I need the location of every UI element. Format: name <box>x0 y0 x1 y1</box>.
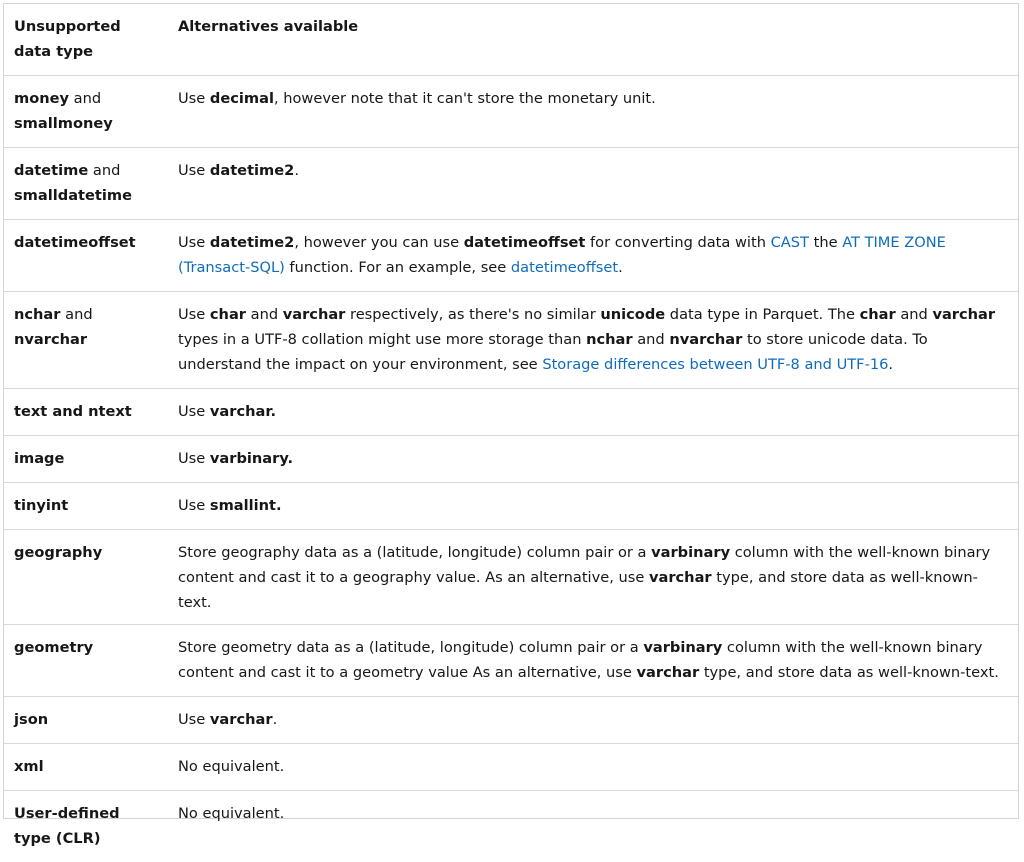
alternative-cell <box>168 483 1018 530</box>
text: Store geography data as a (latitude, longitude) column pair or a <box>178 544 651 561</box>
text: Use <box>178 90 210 107</box>
type-cell <box>4 697 168 744</box>
text: and <box>896 306 933 323</box>
table-row <box>4 744 1018 791</box>
text: and <box>633 331 670 348</box>
table-row <box>4 220 1018 292</box>
text: the <box>809 234 842 251</box>
type-name: json <box>14 711 48 728</box>
alternative-cell <box>168 791 1018 862</box>
type-name: varchar <box>637 664 700 681</box>
text: Use <box>178 162 210 179</box>
type-name: unicode <box>600 306 665 323</box>
type-name: tinyint <box>14 497 68 514</box>
data-type-table <box>4 4 1018 862</box>
type-cell <box>4 220 168 292</box>
type-cell <box>4 791 168 862</box>
table-row <box>4 625 1018 697</box>
joiner-text: and <box>69 90 101 107</box>
type-name: User-defined type (CLR) <box>14 805 120 847</box>
table-row <box>4 530 1018 625</box>
cast-link[interactable]: CAST <box>771 234 809 251</box>
text: . <box>273 711 278 728</box>
table-row <box>4 483 1018 530</box>
type-cell <box>4 744 168 791</box>
text: Use <box>178 234 210 251</box>
type-name: char <box>860 306 896 323</box>
text: column with the well-known binary content and cast it to a geometry value As an alternative, use <box>178 639 982 681</box>
text: No equivalent. <box>178 758 284 775</box>
type-name: nvarchar <box>14 331 87 348</box>
text: types in a UTF-8 collation might use more storage than <box>178 331 586 348</box>
table-row <box>4 76 1018 148</box>
text: , however note that it can't store the monetary unit. <box>274 90 656 107</box>
type-name: smalldatetime <box>14 187 132 204</box>
text: data type in Parquet. The <box>665 306 859 323</box>
type-cell <box>4 389 168 436</box>
type-name: varchar <box>649 569 712 586</box>
alternative-cell <box>168 148 1018 220</box>
type-name: datetime2 <box>210 234 294 251</box>
text: Use <box>178 403 210 420</box>
type-name: varchar <box>283 306 346 323</box>
alternative-cell <box>168 292 1018 389</box>
type-name: varchar. <box>210 403 276 420</box>
type-name: datetimeoffset <box>14 234 136 251</box>
alternative-cell <box>168 220 1018 292</box>
alternative-cell <box>168 530 1018 625</box>
table-row <box>4 148 1018 220</box>
text: respectively, as there's no similar <box>345 306 600 323</box>
text: Use <box>178 711 210 728</box>
alternative-cell <box>168 389 1018 436</box>
type-name: varbinary <box>651 544 730 561</box>
type-name: xml <box>14 758 44 775</box>
joiner-text: and <box>88 162 120 179</box>
type-name: decimal <box>210 90 274 107</box>
type-name: money <box>14 90 69 107</box>
type-name: varbinary. <box>210 450 293 467</box>
alternative-cell <box>168 76 1018 148</box>
text: function. For an example, see <box>285 259 511 276</box>
type-cell <box>4 483 168 530</box>
text: Use <box>178 306 210 323</box>
header-unsupported-type: Unsupported data type <box>4 4 168 76</box>
type-name: image <box>14 450 64 467</box>
type-name: varchar <box>210 711 273 728</box>
at-time-zone-link[interactable]: AT TIME ZONE (Transact-SQL) <box>178 234 946 276</box>
type-name: datetime <box>14 162 88 179</box>
type-name: datetimeoffset <box>464 234 586 251</box>
alternative-cell <box>168 697 1018 744</box>
type-name: varbinary <box>643 639 722 656</box>
type-cell <box>4 530 168 625</box>
header-alternatives: Alternatives available <box>168 4 1018 76</box>
type-name: nchar <box>586 331 632 348</box>
table-row <box>4 791 1018 862</box>
type-name: smallint. <box>210 497 282 514</box>
type-name: varchar <box>932 306 995 323</box>
type-name: nchar <box>14 306 60 323</box>
text: . <box>888 356 893 373</box>
type-cell <box>4 625 168 697</box>
type-cell <box>4 76 168 148</box>
alternative-cell <box>168 625 1018 697</box>
datetimeoffset-link[interactable]: datetimeoffset <box>511 259 618 276</box>
type-name: geography <box>14 544 102 561</box>
table-header-row <box>4 4 1018 76</box>
text: , however you can use <box>294 234 463 251</box>
table-row <box>4 389 1018 436</box>
alternative-cell <box>168 436 1018 483</box>
alternative-cell <box>168 744 1018 791</box>
text: for converting data with <box>585 234 770 251</box>
type-name: datetime2 <box>210 162 294 179</box>
data-type-table-frame <box>3 3 1019 819</box>
text: and <box>246 306 283 323</box>
text: No equivalent. <box>178 805 284 822</box>
text: type, and store data as well-known-text. <box>178 569 978 611</box>
type-name: smallmoney <box>14 115 113 132</box>
type-name: text and ntext <box>14 403 132 420</box>
text: type, and store data as well-known-text. <box>699 664 999 681</box>
storage-differences-link[interactable]: Storage differences between UTF-8 and UTF-16 <box>542 356 888 373</box>
text: . <box>294 162 299 179</box>
joiner-text: and <box>60 306 92 323</box>
table-row <box>4 292 1018 389</box>
text: column with the well-known binary content and cast it to a geography value. As an alternative, use <box>178 544 990 586</box>
text: . <box>618 259 623 276</box>
type-name: nvarchar <box>669 331 742 348</box>
text: Store geometry data as a (latitude, longitude) column pair or a <box>178 639 643 656</box>
text: Use <box>178 450 210 467</box>
type-cell <box>4 436 168 483</box>
type-cell <box>4 148 168 220</box>
text: Use <box>178 497 210 514</box>
table-row <box>4 697 1018 744</box>
type-name: geometry <box>14 639 93 656</box>
table-row <box>4 436 1018 483</box>
text: to store unicode data. To understand the impact on your environment, see <box>178 331 928 373</box>
type-cell <box>4 292 168 389</box>
type-name: char <box>210 306 246 323</box>
